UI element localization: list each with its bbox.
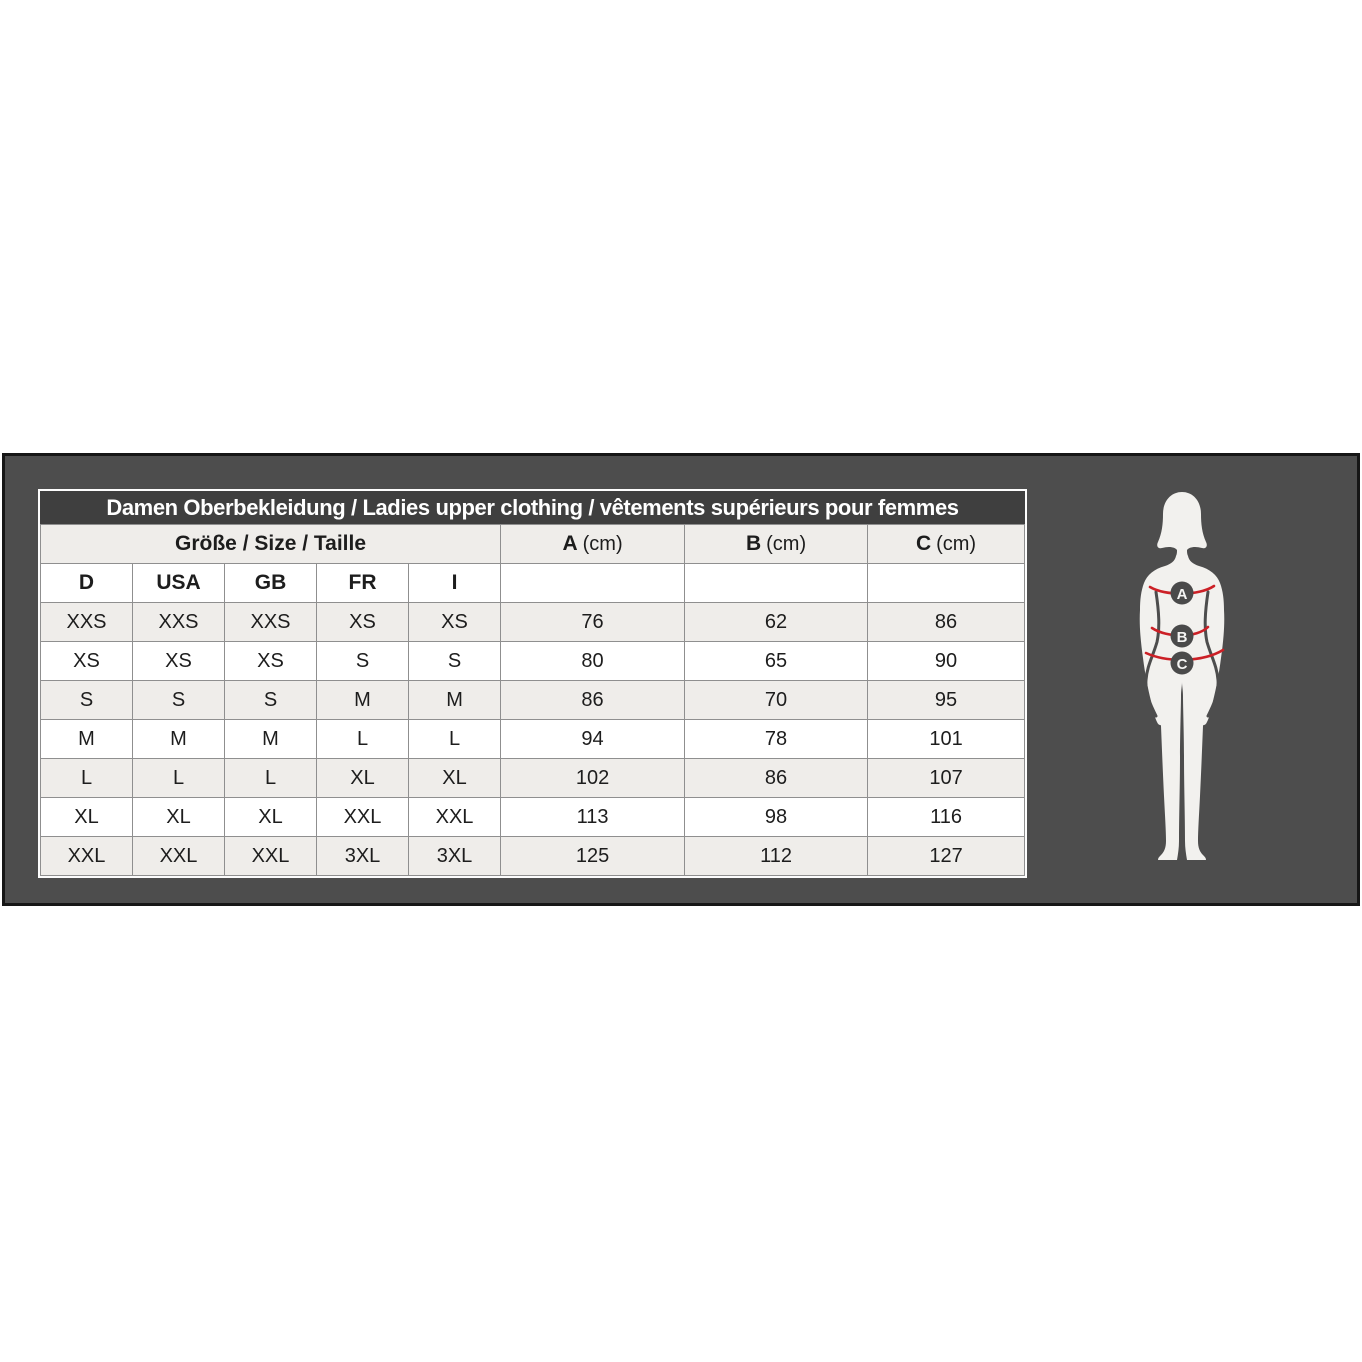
female-silhouette-graphic [1113, 486, 1253, 864]
size-cell: XL [409, 759, 501, 798]
badge-c [1171, 652, 1194, 675]
table-row [41, 720, 1025, 759]
measurement-cell: 113 [501, 798, 685, 837]
header-row-groups [41, 525, 1025, 564]
size-cell: L [409, 720, 501, 759]
column-header-b [685, 525, 868, 564]
size-cell: M [317, 681, 409, 720]
size-cell: XXL [409, 798, 501, 837]
size-cell: XXS [133, 603, 225, 642]
size-cell: XXS [225, 603, 317, 642]
size-group-header: Größe / Size / Taille [41, 525, 501, 564]
table-row [41, 798, 1025, 837]
measure-letter-b: B [745, 532, 762, 555]
size-table [40, 524, 1025, 876]
measure-letter-c: C [915, 532, 932, 555]
size-cell: 3XL [317, 837, 409, 876]
measurement-cell: 94 [501, 720, 685, 759]
empty-cell-a [501, 564, 685, 603]
size-cell: S [317, 642, 409, 681]
size-cell: XS [317, 603, 409, 642]
column-header-usa: USA [133, 564, 225, 603]
size-cell: XL [133, 798, 225, 837]
size-cell: XL [41, 798, 133, 837]
size-cell: M [41, 720, 133, 759]
measurement-cell: 101 [868, 720, 1025, 759]
chart-title: Damen Oberbekleidung / Ladies upper clothing / vêtements supérieurs pour femmes [40, 491, 1025, 524]
table-row [41, 681, 1025, 720]
size-cell: XS [225, 642, 317, 681]
table-row [41, 759, 1025, 798]
measure-letter-a: A [562, 532, 578, 555]
size-cell: XL [225, 798, 317, 837]
badge-a [1171, 582, 1194, 605]
measurement-cell: 78 [685, 720, 868, 759]
measurement-cell: 90 [868, 642, 1025, 681]
size-cell: L [317, 720, 409, 759]
column-header-a [501, 525, 685, 564]
size-cell: XXL [225, 837, 317, 876]
size-cell: L [41, 759, 133, 798]
measure-unit-c: (cm) [936, 533, 977, 555]
measurement-cell: 86 [685, 759, 868, 798]
size-cell: XL [317, 759, 409, 798]
column-header-c [868, 525, 1025, 564]
size-cell: XS [41, 642, 133, 681]
female-figure [1113, 486, 1253, 864]
badge-a-label: A [1176, 586, 1188, 603]
measurement-cell: 65 [685, 642, 868, 681]
badge-b [1171, 625, 1194, 648]
badge-b-label: B [1176, 629, 1188, 646]
size-cell: XS [133, 642, 225, 681]
table-row [41, 642, 1025, 681]
size-cell: S [41, 681, 133, 720]
empty-cell-c [868, 564, 1025, 603]
size-cell: M [409, 681, 501, 720]
size-cell: XS [409, 603, 501, 642]
measurement-cell: 70 [685, 681, 868, 720]
size-cell: XXL [133, 837, 225, 876]
measurement-cell: 107 [868, 759, 1025, 798]
size-cell: L [133, 759, 225, 798]
column-header-d: D [41, 564, 133, 603]
table-row [41, 603, 1025, 642]
measurement-cell: 127 [868, 837, 1025, 876]
measurement-cell: 62 [685, 603, 868, 642]
size-cell: S [225, 681, 317, 720]
measurement-cell: 86 [501, 681, 685, 720]
measure-unit-b: (cm) [766, 533, 807, 555]
measure-unit-a: (cm) [582, 533, 623, 555]
size-cell: M [133, 720, 225, 759]
column-header-fr: FR [317, 564, 409, 603]
measurement-cell: 102 [501, 759, 685, 798]
measurement-cell: 86 [868, 603, 1025, 642]
size-cell: XXL [317, 798, 409, 837]
size-cell: S [133, 681, 225, 720]
header-row-countries [41, 564, 1025, 603]
size-cell: XXL [41, 837, 133, 876]
size-cell: L [225, 759, 317, 798]
measurement-cell: 112 [685, 837, 868, 876]
badge-c-label: C [1176, 656, 1188, 673]
measurement-cell: 98 [685, 798, 868, 837]
measurement-cell: 80 [501, 642, 685, 681]
size-cell: S [409, 642, 501, 681]
size-cell: 3XL [409, 837, 501, 876]
size-cell: XXS [41, 603, 133, 642]
size-table-body [41, 603, 1025, 876]
measurement-cell: 76 [501, 603, 685, 642]
empty-cell-b [685, 564, 868, 603]
column-header-gb: GB [225, 564, 317, 603]
column-header-i: I [409, 564, 501, 603]
table-row [41, 837, 1025, 876]
size-chart-panel [38, 489, 1027, 878]
measurement-cell: 95 [868, 681, 1025, 720]
size-cell: M [225, 720, 317, 759]
measurement-cell: 116 [868, 798, 1025, 837]
measurement-cell: 125 [501, 837, 685, 876]
